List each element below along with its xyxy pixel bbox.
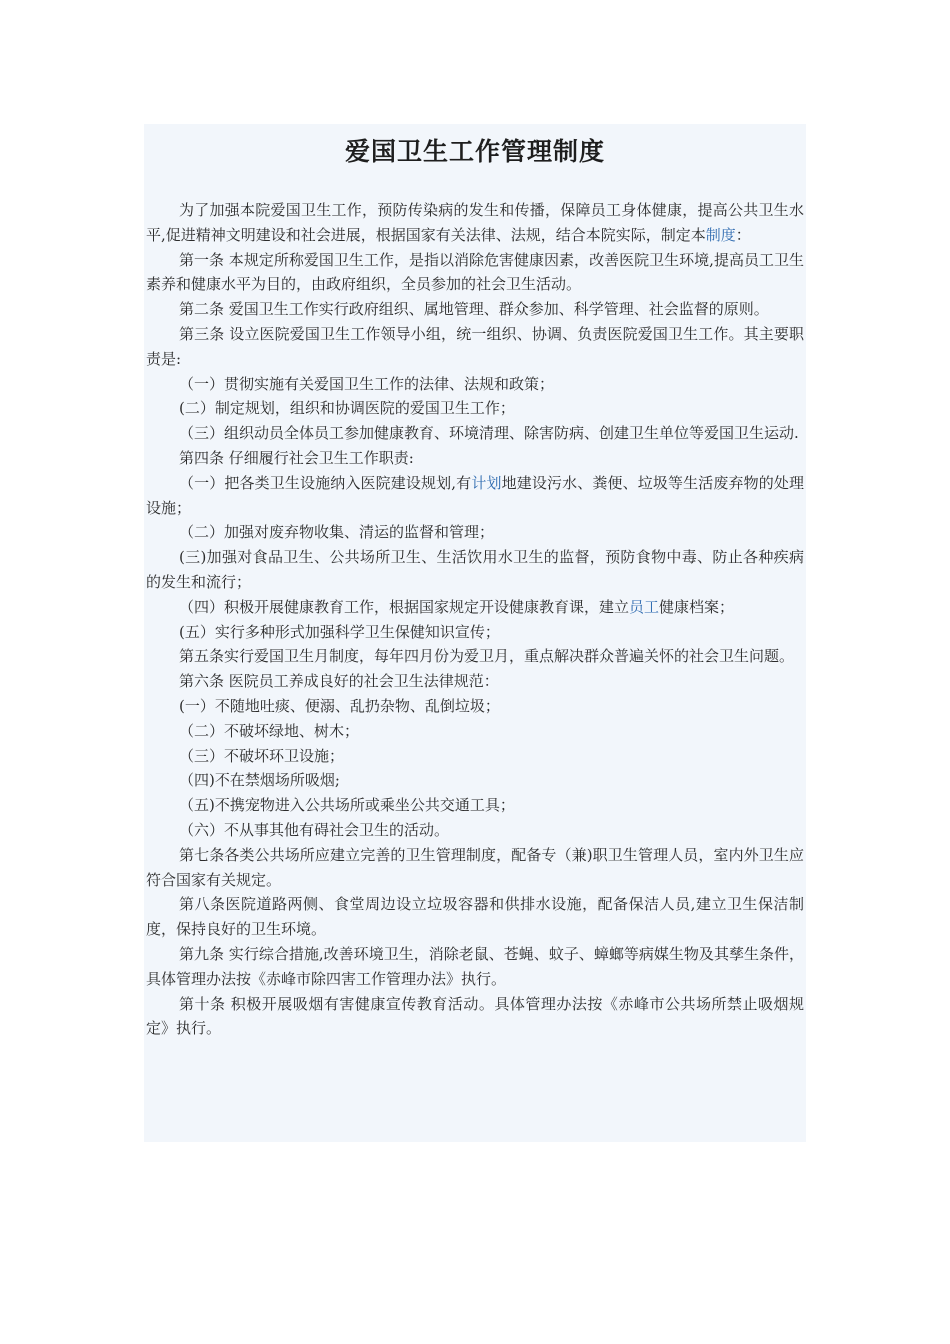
paragraph-text: (二）制定规划，组织和协调医院的爱国卫生工作； [179,399,515,418]
document-paragraph [146,942,804,992]
document-paragraph [146,719,804,744]
paragraph-text: 第十条 积极开展吸烟有害健康宣传教育活动。具体管理办法按《赤峰市公共场所禁止吸烟规定》执行。 [146,994,804,1038]
document-panel [144,124,806,1142]
inline-link[interactable]: 员工 [629,597,660,616]
paragraph-text-tail: ： [735,225,751,244]
paragraph-text: （二）不破坏绿地、树木； [179,721,360,740]
document-paragraph [146,818,804,843]
inline-link[interactable]: 计划 [471,473,502,492]
paragraph-text: （一）把各类卫生设施纳入医院建设规划,有 [179,473,472,492]
document-paragraph [146,843,804,893]
document-paragraph [146,322,804,372]
paragraph-text: 第九条 实行综合措施,改善环境卫生，消除老鼠、苍蝇、蚊子、蟑螂等病媒生物及其孳生条件，具体管理办法按《赤峰市除四害工作管理办法》执行。 [146,944,804,988]
paragraph-text: （六）不从事其他有碍社会卫生的活动。 [179,820,450,839]
document-paragraph [146,198,804,248]
document-paragraph [146,892,804,942]
paragraph-text: （二）加强对废弃物收集、清运的监督和管理； [179,523,495,542]
document-paragraph [146,421,804,446]
paragraph-text: 第四条 仔细履行社会卫生工作职责: [179,448,414,467]
document-paragraph [146,992,804,1042]
paragraph-text: (三)加强对食品卫生、公共场所卫生、生活饮用水卫生的监督，预防食物中毒、防止各种疾病的发生和流行； [146,548,804,591]
paragraph-text: （四)不在禁烟场所吸烟; [179,771,340,790]
paragraph-text: （一）贯彻实施有关爱国卫生工作的法律、法规和政策； [179,374,555,393]
document-paragraph [146,396,804,421]
paragraph-text: 第六条 医院员工养成良好的社会卫生法律规范： [179,672,499,691]
document-paragraph [146,248,804,298]
paragraph-text: 第二条 爱国卫生工作实行政府组织、属地管理、群众参加、科学管理、社会监督的原则。 [179,300,769,319]
document-paragraph [146,620,804,645]
paragraph-text: (五）实行多种形式加强科学卫生保健知识宣传； [179,622,500,641]
document-paragraph [146,669,804,694]
document-paragraph [146,446,804,471]
document-paragraph [146,644,804,669]
document-paragraph [146,694,804,719]
document-paragraph [146,372,804,397]
paragraph-text-tail: 健康档案； [659,597,735,616]
document-paragraph [146,744,804,769]
document-body [146,198,804,1041]
paragraph-text: 第八条医院道路两侧、食堂周边设立垃圾容器和供排水设施，配备保洁人员,建立卫生保洁制度，保持良好的卫生环境。 [146,895,804,939]
paragraph-text: 第五条实行爱国卫生月制度，每年四月份为爱卫月，重点解决群众普遍关怀的社会卫生问题。 [179,647,795,666]
paragraph-text: 为了加强本院爱国卫生工作，预防传染病的发生和传播，保障员工身体健康，提高公共卫生水平,促进精神文明建设和社会进展，根据国家有关法律、法规，结合本院实际，制定本 [146,201,804,244]
inline-link[interactable]: 制度 [705,225,736,244]
document-paragraph [146,793,804,818]
paragraph-text: 第一条 本规定所称爱国卫生工作，是指以消除危害健康因素，改善医院卫生环境,提高员工卫生素养和健康水平为目的，由政府组织，全员参加的社会卫生活动。 [146,250,804,294]
paragraph-text: （三）不破坏环卫设施； [179,746,345,765]
document-paragraph [146,520,804,545]
paragraph-text: 第三条 设立医院爱国卫生工作领导小组，统一组织、协调、负责医院爱国卫生工作。其主要职责是: [146,324,804,368]
document-paragraph [146,595,804,620]
paragraph-text: （四）积极开展健康教育工作，根据国家规定开设健康教育课，建立 [179,597,630,616]
document-paragraph [146,545,804,595]
paragraph-text: （五)不携宠物进入公共场所或乘坐公共交通工具； [179,796,515,815]
document-paragraph [146,768,804,793]
document-title: 爱国卫生工作管理制度 [344,137,605,166]
document-paragraph [146,297,804,322]
paragraph-text: 第七条各类公共场所应建立完善的卫生管理制度，配备专（兼)职卫生管理人员，室内外卫生应符合国家有关规定。 [146,845,804,889]
paragraph-text: （三）组织动员全体员工参加健康教育、环境清理、除害防病、创建卫生单位等爱国卫生运动. [179,424,799,443]
paragraph-text-tail: 地建设污水、粪便、垃圾等生活废弃物的处理设施； [146,473,804,517]
document-paragraph [146,471,804,521]
paragraph-text: (一）不随地吐痰、便溺、乱扔杂物、乱倒垃圾； [179,696,500,715]
